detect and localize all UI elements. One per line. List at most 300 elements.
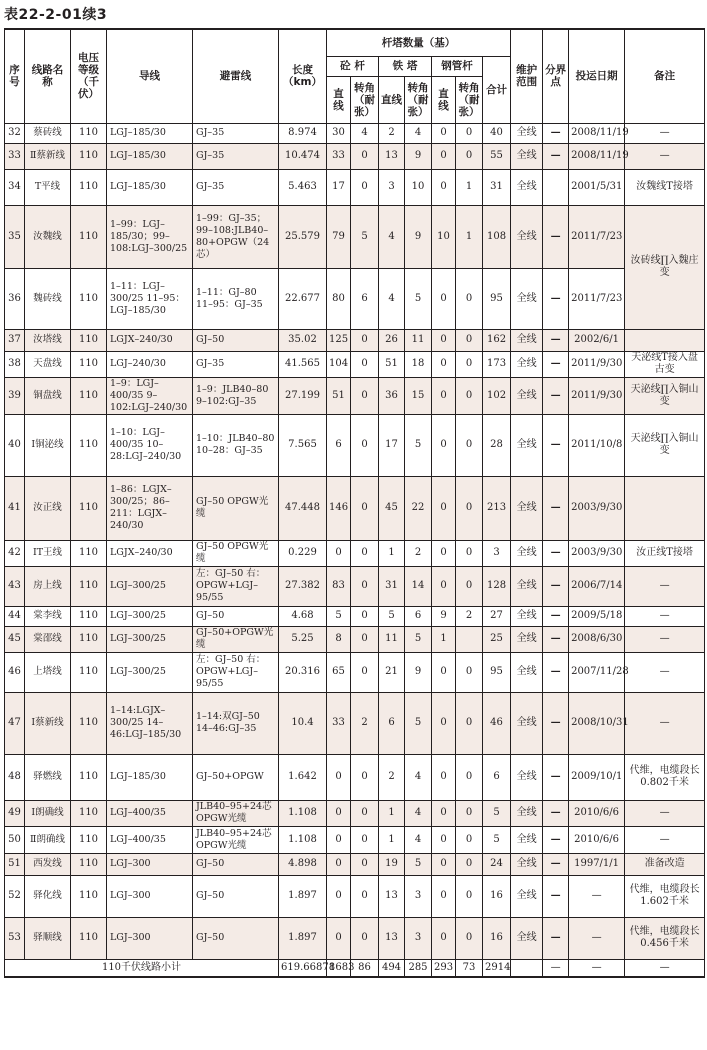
cell-c1: 65 (327, 652, 351, 692)
cell-cond: LGJ–185/30 (107, 754, 193, 800)
cell-len: 1.108 (279, 800, 327, 826)
cell-tot: 6 (483, 754, 511, 800)
cell-s2: 0 (456, 540, 483, 566)
cell-name: Ⅰ铜泌线 (25, 414, 71, 476)
cell-bd: — (543, 692, 569, 754)
cell-s2: 0 (456, 826, 483, 853)
cell-rem (625, 476, 705, 540)
table-row (5, 853, 705, 875)
cell-cond: LGJ–300 (107, 853, 193, 875)
cell-len: 10.4 (279, 692, 327, 754)
cell-no: 48 (5, 754, 25, 800)
cell-mnt: 全线 (511, 754, 543, 800)
cell-c1: 0 (327, 853, 351, 875)
cell-bd: — (543, 917, 569, 959)
cell-name: 汝塔线 (25, 329, 71, 351)
table-row (5, 652, 705, 692)
cell-i2: 2 (405, 540, 432, 566)
cell-s2: 0 (456, 652, 483, 692)
header-corner: 转角（耐张） (351, 76, 379, 123)
cell-tot: 173 (483, 351, 511, 377)
cell-len: 22.677 (279, 268, 327, 329)
cell-rem: — (625, 826, 705, 853)
cell-c1: 0 (327, 540, 351, 566)
cell-s2: 0 (456, 853, 483, 875)
cell-i2: 5 (405, 692, 432, 754)
table-caption: 表22-2-01续3 (4, 7, 108, 23)
header-length: 长度（km） (279, 29, 327, 123)
cell-s2: 0 (456, 754, 483, 800)
cell-c2: 0 (351, 917, 379, 959)
cell-date: 2007/11/28 (569, 652, 625, 692)
total-label: 110千伏线路小计 (5, 959, 279, 977)
cell-cond: LGJ–400/35 (107, 800, 193, 826)
cell-s1: 0 (432, 476, 456, 540)
cell-len: 35.02 (279, 329, 327, 351)
header-no: 序号 (5, 29, 25, 123)
header-boundary: 分界点 (543, 29, 569, 123)
cell-i1: 19 (379, 853, 405, 875)
cell-cond: 1–86：LGJX–300/25；86–211：LGJX–240/30 (107, 476, 193, 540)
cell-s1: 0 (432, 800, 456, 826)
cell-date: 2002/6/1 (569, 329, 625, 351)
cell-rem: 代维，电缆段长1.602千米 (625, 875, 705, 917)
cell-date: 2008/10/31 (569, 692, 625, 754)
header-tower-count: 杆塔数量（基） (327, 29, 511, 56)
cell-bd: — (543, 754, 569, 800)
total-row (5, 959, 705, 977)
cell-no: 47 (5, 692, 25, 754)
cell-c1: 51 (327, 377, 351, 414)
cell-s1: 0 (432, 566, 456, 606)
cell-v: 110 (71, 329, 107, 351)
cell-mnt: 全线 (511, 351, 543, 377)
cell-gw: 左：GJ–50 右：OPGW+LGJ–95/55 (193, 566, 279, 606)
cell-gw: GJ–50 (193, 329, 279, 351)
cell-bd: — (543, 143, 569, 169)
cell-bd: — (543, 476, 569, 540)
cell-i1: 17 (379, 414, 405, 476)
cell-name: 棠邵线 (25, 626, 71, 652)
cell-v: 110 (71, 143, 107, 169)
cell-cond: 1–14:LGJX–300/25 14–46:LGJ–185/30 (107, 692, 193, 754)
cell-mnt: 全线 (511, 377, 543, 414)
cell-c2: 0 (351, 476, 379, 540)
cell-s1: 0 (432, 143, 456, 169)
cell-date: 2008/6/30 (569, 626, 625, 652)
cell-bd: — (543, 205, 569, 268)
cell-rem: — (625, 123, 705, 143)
cell-c2: 2 (351, 692, 379, 754)
table-row (5, 800, 705, 826)
cell-date: 2001/5/31 (569, 169, 625, 205)
cell-no: 35 (5, 205, 25, 268)
cell-c1: 0 (327, 826, 351, 853)
cell-i2: 14 (405, 566, 432, 606)
cell-rem: 天泌线T接入盘古变 (625, 351, 705, 377)
cell-date: 2011/9/30 (569, 377, 625, 414)
cell-s2: 1 (456, 205, 483, 268)
cell-s1: 10 (432, 205, 456, 268)
cell-s1: 0 (432, 123, 456, 143)
cell-i1: 11 (379, 626, 405, 652)
cell-c1: 33 (327, 143, 351, 169)
cell-len: 8.974 (279, 123, 327, 143)
cell-name: 汝正线 (25, 476, 71, 540)
cell-name: 驿顺线 (25, 917, 71, 959)
cell-name: 西发线 (25, 853, 71, 875)
cell-gw: 左：GJ–50 右：OPGW+LGJ–95/55 (193, 652, 279, 692)
cell-i2: 15 (405, 377, 432, 414)
cell-i1: 1 (379, 826, 405, 853)
cell-s1: 0 (432, 377, 456, 414)
cell-bd: — (543, 652, 569, 692)
cell-tot: 16 (483, 875, 511, 917)
cell-s2: 0 (456, 414, 483, 476)
cell-len: 27.382 (279, 566, 327, 606)
cell-cond: LGJ–300 (107, 875, 193, 917)
cell-len: 1.642 (279, 754, 327, 800)
cell-gw: GJ–50 (193, 917, 279, 959)
header-straight: 直线 (432, 76, 456, 123)
cell-bd: — (543, 566, 569, 606)
cell-date: 2011/7/23 (569, 268, 625, 329)
cell-gw: GJ–50 (193, 853, 279, 875)
cell-v: 110 (71, 652, 107, 692)
cell-no: 51 (5, 853, 25, 875)
header-concrete-pole: 砼 杆 (327, 56, 379, 76)
total-s2: 73 (456, 959, 483, 977)
cell-date: 1997/1/1 (569, 853, 625, 875)
cell-name: ⅠT王线 (25, 540, 71, 566)
cell-c1: 125 (327, 329, 351, 351)
cell-i1: 45 (379, 476, 405, 540)
cell-c2: 0 (351, 351, 379, 377)
cell-rem: 准备改造 (625, 853, 705, 875)
cell-date: 2011/10/8 (569, 414, 625, 476)
cell-i2: 6 (405, 606, 432, 626)
cell-rem-merged: 汝砖线∏入魏庄变 (625, 205, 705, 329)
cell-c2: 6 (351, 268, 379, 329)
transmission-line-table (4, 28, 705, 978)
cell-i1: 13 (379, 875, 405, 917)
cell-s2: 2 (456, 606, 483, 626)
cell-bd: — (543, 414, 569, 476)
cell-i1: 2 (379, 754, 405, 800)
cell-gw: GJ–35 (193, 143, 279, 169)
header-maintenance: 维护范围 (511, 29, 543, 123)
cell-no: 45 (5, 626, 25, 652)
cell-tot: 28 (483, 414, 511, 476)
cell-no: 32 (5, 123, 25, 143)
cell-bd: — (543, 606, 569, 626)
cell-i1: 6 (379, 692, 405, 754)
cell-date: 2009/5/18 (569, 606, 625, 626)
cell-s2: 0 (456, 351, 483, 377)
cell-v: 110 (71, 205, 107, 268)
cell-tot: 5 (483, 800, 511, 826)
cell-c2: 0 (351, 414, 379, 476)
total-i1: 494 (379, 959, 405, 977)
cell-c2: 0 (351, 566, 379, 606)
cell-s1: 0 (432, 875, 456, 917)
cell-len: 4.898 (279, 853, 327, 875)
cell-bd: — (543, 826, 569, 853)
cell-name: 蔡砖线 (25, 123, 71, 143)
cell-i1: 36 (379, 377, 405, 414)
cell-name: 棠李线 (25, 606, 71, 626)
table-row (5, 377, 705, 414)
cell-rem: — (625, 800, 705, 826)
table-row (5, 351, 705, 377)
cell-date: 2010/6/6 (569, 826, 625, 853)
cell-v: 110 (71, 377, 107, 414)
cell-len: 1.108 (279, 826, 327, 853)
table-row (5, 169, 705, 205)
cell-c1: 79 (327, 205, 351, 268)
cell-cond: LGJ–300/25 (107, 606, 193, 626)
cell-mnt: 全线 (511, 626, 543, 652)
cell-s1: 9 (432, 606, 456, 626)
total-maintenance (511, 959, 543, 977)
cell-no: 39 (5, 377, 25, 414)
cell-i2: 4 (405, 754, 432, 800)
cell-name: Ⅱ蔡新线 (25, 143, 71, 169)
cell-mnt: 全线 (511, 826, 543, 853)
cell-c2: 0 (351, 853, 379, 875)
cell-gw: 1–9：JLB40–80 9–102:GJ–35 (193, 377, 279, 414)
total-c2: 86 (351, 959, 379, 977)
table-row (5, 606, 705, 626)
cell-mnt: 全线 (511, 143, 543, 169)
cell-no: 38 (5, 351, 25, 377)
cell-s1: 0 (432, 414, 456, 476)
cell-bd: — (543, 853, 569, 875)
cell-tot: 25 (483, 626, 511, 652)
cell-date: 2010/6/6 (569, 800, 625, 826)
cell-date: 2011/7/23 (569, 205, 625, 268)
header-ground-wire: 避雷线 (193, 29, 279, 123)
header-steel-pipe: 钢管杆 (432, 56, 483, 76)
table-row (5, 143, 705, 169)
cell-date: 2008/11/19 (569, 123, 625, 143)
cell-s2: 0 (456, 268, 483, 329)
cell-c2: 4 (351, 123, 379, 143)
cell-tot: 40 (483, 123, 511, 143)
cell-v: 110 (71, 476, 107, 540)
cell-rem: — (625, 606, 705, 626)
cell-i1: 13 (379, 917, 405, 959)
cell-rem: 代维，电缆段长0.456千米 (625, 917, 705, 959)
cell-rem: 天泌线∏入铜山变 (625, 377, 705, 414)
cell-v: 110 (71, 692, 107, 754)
cell-i1: 4 (379, 268, 405, 329)
cell-mnt: 全线 (511, 853, 543, 875)
cell-rem: — (625, 692, 705, 754)
cell-len: 1.897 (279, 917, 327, 959)
cell-s2: 0 (456, 377, 483, 414)
cell-c1: 0 (327, 875, 351, 917)
total-c1: 1683 (327, 959, 351, 977)
cell-i2: 9 (405, 143, 432, 169)
cell-s1: 0 (432, 652, 456, 692)
header-total: 合计 (483, 56, 511, 123)
cell-s1: 0 (432, 692, 456, 754)
cell-name: 上塔线 (25, 652, 71, 692)
cell-rem: — (625, 652, 705, 692)
cell-i2: 5 (405, 626, 432, 652)
cell-len: 4.68 (279, 606, 327, 626)
cell-date: — (569, 875, 625, 917)
cell-no: 41 (5, 476, 25, 540)
cell-c1: 0 (327, 754, 351, 800)
cell-name: 铜盘线 (25, 377, 71, 414)
cell-i1: 3 (379, 169, 405, 205)
cell-s2: 0 (456, 917, 483, 959)
cell-mnt: 全线 (511, 540, 543, 566)
cell-tot: 16 (483, 917, 511, 959)
cell-name: 房上线 (25, 566, 71, 606)
cell-date: 2006/7/14 (569, 566, 625, 606)
cell-gw: 1–11：GJ–80 11–95：GJ–35 (193, 268, 279, 329)
cell-i1: 1 (379, 800, 405, 826)
cell-v: 110 (71, 800, 107, 826)
cell-cond: LGJ–300/25 (107, 652, 193, 692)
cell-tot: 5 (483, 826, 511, 853)
cell-c2: 0 (351, 754, 379, 800)
cell-s1: 0 (432, 329, 456, 351)
cell-name: 驿化线 (25, 875, 71, 917)
cell-c1: 104 (327, 351, 351, 377)
cell-mnt: 全线 (511, 414, 543, 476)
total-length: 619.66878 (279, 959, 327, 977)
cell-c1: 80 (327, 268, 351, 329)
cell-i1: 1 (379, 540, 405, 566)
cell-bd: — (543, 540, 569, 566)
cell-cond: LGJ–300/25 (107, 626, 193, 652)
cell-name: 天盘线 (25, 351, 71, 377)
cell-mnt: 全线 (511, 652, 543, 692)
cell-tot: 3 (483, 540, 511, 566)
cell-tot: 213 (483, 476, 511, 540)
cell-cond: LGJ–185/30 (107, 169, 193, 205)
cell-bd: — (543, 875, 569, 917)
cell-c2: 0 (351, 800, 379, 826)
cell-tot: 162 (483, 329, 511, 351)
cell-mnt: 全线 (511, 476, 543, 540)
cell-mnt: 全线 (511, 205, 543, 268)
table-row (5, 123, 705, 143)
cell-c2: 0 (351, 626, 379, 652)
cell-s1: 0 (432, 853, 456, 875)
total-i2: 285 (405, 959, 432, 977)
header-voltage: 电压等级（千伏） (71, 29, 107, 123)
cell-cond: 1–10：LGJ–400/35 10–28:LGJ–240/30 (107, 414, 193, 476)
cell-i1: 13 (379, 143, 405, 169)
header-name: 线路名称 (25, 29, 71, 123)
cell-s1: 1 (432, 626, 456, 652)
header-iron-tower: 铁 塔 (379, 56, 432, 76)
table-row (5, 268, 705, 329)
total-boundary: — (543, 959, 569, 977)
cell-s2 (456, 626, 483, 652)
cell-tot: 102 (483, 377, 511, 414)
cell-bd: — (543, 268, 569, 329)
total-date: — (569, 959, 625, 977)
cell-tot: 46 (483, 692, 511, 754)
cell-cond: LGJ–240/30 (107, 351, 193, 377)
cell-i1: 5 (379, 606, 405, 626)
cell-len: 7.565 (279, 414, 327, 476)
table-row (5, 917, 705, 959)
cell-no: 49 (5, 800, 25, 826)
cell-date: 2011/9/30 (569, 351, 625, 377)
cell-i1: 2 (379, 123, 405, 143)
header-conductor: 导线 (107, 29, 193, 123)
cell-bd: — (543, 329, 569, 351)
cell-c1: 17 (327, 169, 351, 205)
cell-date: 2003/9/30 (569, 476, 625, 540)
cell-rem: — (625, 566, 705, 606)
table-row (5, 329, 705, 351)
cell-rem: — (625, 143, 705, 169)
table-row (5, 414, 705, 476)
table-row (5, 692, 705, 754)
cell-i2: 4 (405, 826, 432, 853)
cell-c2: 0 (351, 377, 379, 414)
header-corner: 转角（耐张） (456, 76, 483, 123)
cell-cond: LGJ–400/35 (107, 826, 193, 853)
cell-i2: 4 (405, 800, 432, 826)
total-sum: 2914 (483, 959, 511, 977)
cell-no: 52 (5, 875, 25, 917)
cell-gw: 1–14:双GJ–50 14–46:GJ–35 (193, 692, 279, 754)
cell-v: 110 (71, 917, 107, 959)
cell-gw: 1–99：GJ–35；99–108:JLB40–80+OPGW（24芯） (193, 205, 279, 268)
cell-no: 50 (5, 826, 25, 853)
cell-c2: 0 (351, 540, 379, 566)
cell-c1: 33 (327, 692, 351, 754)
cell-i2: 5 (405, 414, 432, 476)
header-remarks: 备注 (625, 29, 705, 123)
cell-mnt: 全线 (511, 268, 543, 329)
cell-cond: 1–9：LGJ–400/35 9–102:LGJ–240/30 (107, 377, 193, 414)
header-commission: 投运日期 (569, 29, 625, 123)
cell-v: 110 (71, 566, 107, 606)
cell-tot: 128 (483, 566, 511, 606)
cell-cond: LGJX–240/30 (107, 329, 193, 351)
cell-tot: 95 (483, 268, 511, 329)
cell-s1: 0 (432, 169, 456, 205)
table-row (5, 826, 705, 853)
cell-date: 2009/10/1 (569, 754, 625, 800)
cell-no: 46 (5, 652, 25, 692)
cell-i1: 51 (379, 351, 405, 377)
cell-s1: 0 (432, 754, 456, 800)
cell-c1: 8 (327, 626, 351, 652)
cell-date: 2008/11/19 (569, 143, 625, 169)
cell-v: 110 (71, 875, 107, 917)
cell-gw: GJ–50+OPGW (193, 754, 279, 800)
cell-len: 47.448 (279, 476, 327, 540)
cell-i2: 18 (405, 351, 432, 377)
cell-date: 2003/9/30 (569, 540, 625, 566)
cell-rem: 汝魏线T接塔 (625, 169, 705, 205)
cell-mnt: 全线 (511, 800, 543, 826)
cell-rem: 天泌线∏入铜山变 (625, 414, 705, 476)
cell-c1: 0 (327, 917, 351, 959)
cell-len: 1.897 (279, 875, 327, 917)
